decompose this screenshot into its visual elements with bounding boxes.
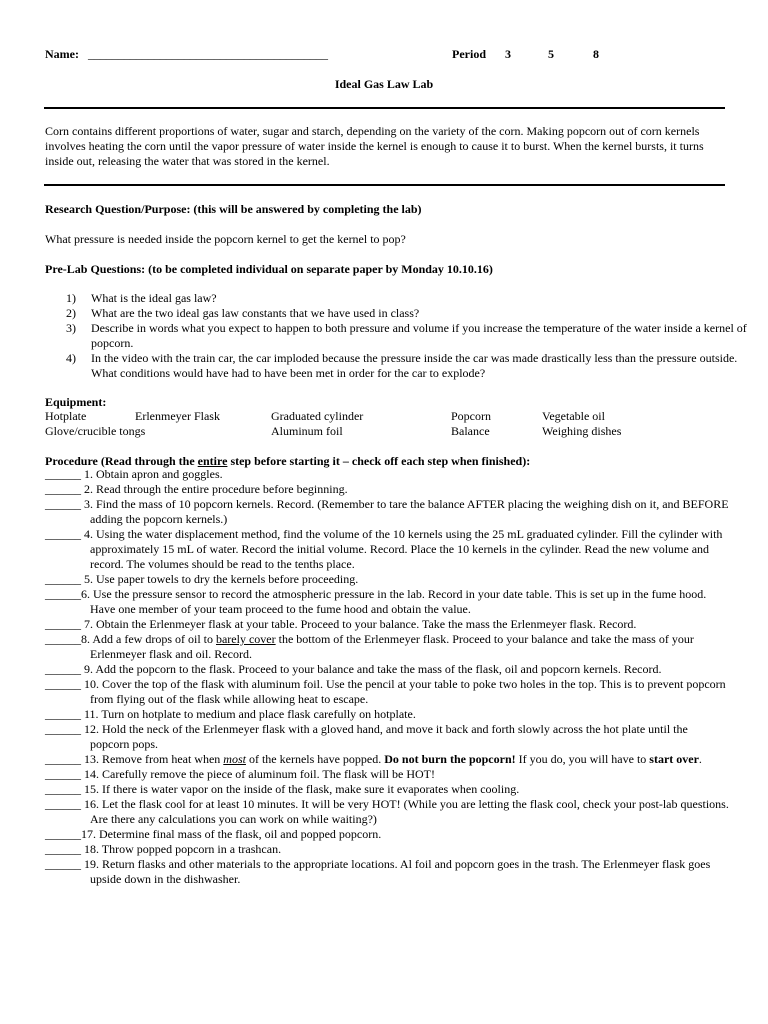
step-text-underlined: barely cover (215, 632, 276, 646)
list-item (45, 351, 738, 381)
research-heading: Research Question/Purpose: (this will be answered by completing the lab) (45, 202, 422, 216)
list-item (45, 632, 730, 662)
checkoff-blank[interactable]: ______ (45, 617, 84, 631)
page-title: Ideal Gas Law Lab (334, 77, 434, 91)
step-text: 16. Let the flask cool for at least 10 minutes. It will be very HOT! (While you are letting the flask cool, check your post-lab questions. Are there any calculations you can work on while waiting?) (84, 797, 729, 826)
list-item (45, 827, 730, 842)
equipment-item: Aluminum foil (271, 424, 343, 438)
question-number: 4) (66, 351, 76, 365)
period-option-3: 8 (593, 47, 599, 61)
list-item (45, 707, 730, 722)
checkoff-blank[interactable]: ______ (45, 497, 84, 511)
period-option-1: 3 (505, 47, 511, 61)
list-item (45, 722, 730, 752)
checkoff-blank[interactable]: ______ (45, 572, 84, 586)
question-number: 3) (66, 321, 76, 335)
equipment-heading: Equipment: (45, 395, 107, 409)
checkoff-blank[interactable]: ______ (45, 782, 84, 796)
list-item (45, 527, 730, 572)
list-item (45, 857, 730, 887)
question-text: What is the ideal gas law? (91, 291, 217, 305)
checkoff-blank[interactable]: ______ (45, 857, 84, 871)
procedure-heading-underlined: entire (197, 454, 228, 468)
research-question: What pressure is needed inside the popcorn kernel to get the kernel to pop? (45, 232, 406, 246)
list-item (45, 587, 730, 617)
checkoff-blank[interactable]: ______ (45, 677, 84, 691)
step-text: 19. Return flasks and other materials to the appropriate locations. Al foil and popcorn goes in the trash. The Erlenmeyer flask goes upside down in the dishwasher. (84, 857, 711, 886)
question-text: In the video with the train car, the car imploded because the pressure inside the car was made drastically less than the pressure outside. What conditions would have had to have been met in order for the car to explode? (91, 351, 738, 380)
list-item (45, 662, 730, 677)
equipment-item: Vegetable oil (542, 409, 605, 423)
list-item (45, 467, 730, 482)
procedure-heading-pre: Procedure (Read through the (45, 454, 198, 468)
equipment-item: Erlenmeyer Flask (135, 409, 220, 423)
step-text: 2. Read through the entire procedure before beginning. (84, 482, 348, 496)
step-text: If you do, you will have to (515, 752, 650, 766)
list-item (45, 842, 730, 857)
step-text: of the kernels have popped. (245, 752, 385, 766)
step-text: . (698, 752, 702, 766)
step-text: the bottom of the Erlenmeyer flask. Proceed to your balance and take the mass of your Erlenmeyer flask and oil. Record. (90, 632, 694, 661)
equipment-item: Popcorn (451, 409, 491, 423)
equipment-item: Balance (451, 424, 490, 438)
step-text: 17. Determine final mass of the flask, oil and popped popcorn. (81, 827, 382, 841)
name-blank[interactable]: ________________________________________ (88, 47, 328, 61)
list-item (45, 677, 730, 707)
divider-bottom (44, 184, 725, 186)
step-text: 5. Use paper towels to dry the kernels before proceeding. (84, 572, 359, 586)
checkoff-blank[interactable]: ______ (45, 587, 81, 601)
equipment-item: Graduated cylinder (271, 409, 364, 423)
period-option-2: 5 (548, 47, 554, 61)
step-text: 3. Find the mass of 10 popcorn kernels. Record. (Remember to tare the balance AFTER placing the weighing dish on it, and BEFORE adding the popcorn kernels.) (84, 497, 729, 526)
list-item (45, 572, 730, 587)
checkoff-blank[interactable]: ______ (45, 827, 81, 841)
checkoff-blank[interactable]: ______ (45, 482, 84, 496)
list-item (45, 767, 730, 782)
checkoff-blank[interactable]: ______ (45, 722, 84, 736)
list-item (45, 306, 735, 321)
step-text: 9. Add the popcorn to the flask. Proceed to your balance and take the mass of the flask, oil and popcorn kernels. Record. (84, 662, 662, 676)
list-item (45, 482, 730, 497)
question-number: 2) (66, 306, 76, 320)
name-label: Name: (45, 47, 79, 61)
checkoff-blank[interactable]: ______ (45, 632, 81, 646)
list-item (45, 797, 730, 827)
step-text: 1. Obtain apron and goggles. (84, 467, 223, 481)
step-text: 7. Obtain the Erlenmeyer flask at your table. Proceed to your balance. Take the mass the Erlenmeyer flask. Record. (84, 617, 637, 631)
step-text: 10. Cover the top of the flask with aluminum foil. Use the pencil at your table to poke two holes in the top. This is to prevent popcorn from flying out of the flask while allowing heat to escape. (84, 677, 726, 706)
prelab-list (45, 291, 747, 381)
period-label: Period (452, 47, 486, 61)
list-item (45, 752, 730, 767)
equipment-item: Glove/crucible tongs (45, 424, 146, 438)
step-text: 12. Hold the neck of the Erlenmeyer flask with a gloved hand, and move it back and forth slowly across the hot plate until the popcorn pops. (84, 722, 688, 751)
equipment-item: Hotplate (45, 409, 87, 423)
prelab-heading: Pre-Lab Questions: (to be completed individual on separate paper by Monday 10.10.16) (45, 262, 493, 276)
step-text: 13. Remove from heat when (84, 752, 224, 766)
step-text-bold: start over (649, 752, 699, 766)
question-text: What are the two ideal gas law constants that we have used in class? (91, 306, 420, 320)
checkoff-blank[interactable]: ______ (45, 707, 84, 721)
step-text: 4. Using the water displacement method, find the volume of the 10 kernels using the 25 mL graduated cylinder. Fill the cylinder with approximately 15 mL of water. Record the initial volume. Record. Place the 10 kernels in the cylinder. Read the new volume and record. The volumes should be read to the tenths place. (84, 527, 723, 571)
checkoff-blank[interactable]: ______ (45, 527, 84, 541)
list-item (45, 497, 730, 527)
step-text-emphasis: most (223, 752, 246, 766)
question-number: 1) (66, 291, 76, 305)
list-item (45, 291, 735, 306)
question-text: Describe in words what you expect to happen to both pressure and volume if you increase the temperature of the water inside a kernel of popcorn. (91, 321, 747, 350)
step-text-warning: Do not burn the popcorn! (384, 752, 516, 766)
step-text: 15. If there is water vapor on the inside of the flask, make sure it evaporates when cooling. (84, 782, 520, 796)
step-text: 11. Turn on hotplate to medium and place flask carefully on hotplate. (84, 707, 416, 721)
list-item (45, 321, 747, 351)
list-item (45, 782, 730, 797)
checkoff-blank[interactable]: ______ (45, 767, 84, 781)
step-text: 6. Use the pressure sensor to record the atmospheric pressure in the lab. Record in your date table. This is set up in the fume hood. Have one member of your team proceed to the fume hood and obtain the value. (81, 587, 707, 616)
equipment-item: Weighing dishes (542, 424, 622, 438)
intro-paragraph: Corn contains different proportions of water, sugar and starch, depending on the variety of the corn. Making popcorn out of corn kernels involves heating the corn until the vapor pressure of water inside the kernel is enough to cause it to burst. When the kernel bursts, it turns inside out, releasing the water that was stored in the kernel. (45, 124, 704, 168)
checkoff-blank[interactable]: ______ (45, 467, 84, 481)
step-text: 14. Carefully remove the piece of aluminum foil. The flask will be HOT! (84, 767, 436, 781)
checkoff-blank[interactable]: ______ (45, 797, 84, 811)
procedure-list (45, 467, 730, 887)
list-item (45, 617, 730, 632)
divider-top (44, 107, 725, 109)
checkoff-blank[interactable]: ______ (45, 752, 84, 766)
step-text: 18. Throw popped popcorn in a trashcan. (84, 842, 282, 856)
step-text: 8. Add a few drops of oil to (81, 632, 216, 646)
checkoff-blank[interactable]: ______ (45, 662, 84, 676)
procedure-heading-post: step before starting it – check off each step when finished): (227, 454, 531, 468)
checkoff-blank[interactable]: ______ (45, 842, 84, 856)
